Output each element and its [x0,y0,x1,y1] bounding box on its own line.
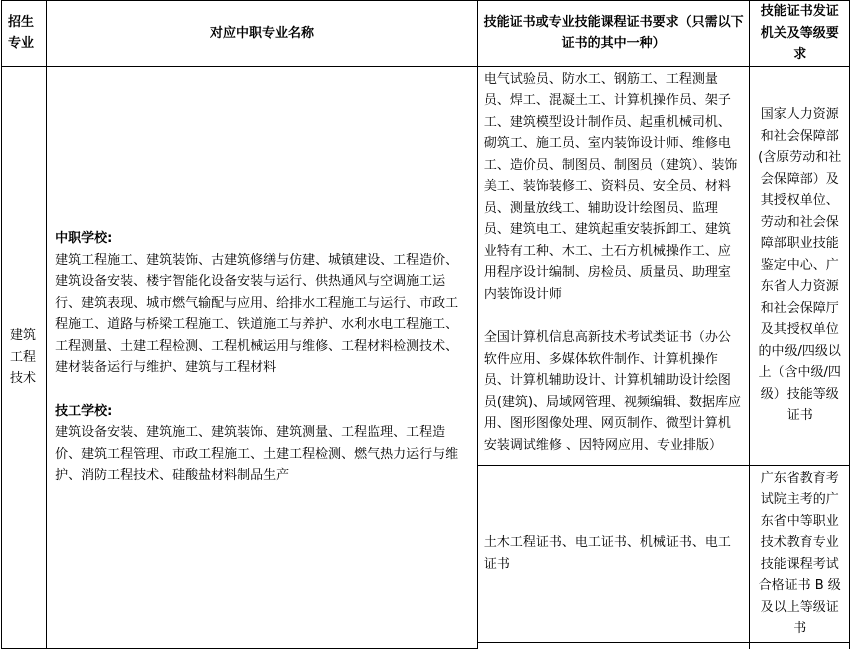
major-name: 建筑工程技术 [2,66,47,649]
course-certs-cell: 土木工程证书、电工证书、机械证书、电工证书 [477,465,750,642]
cert-authority-2: 广东省教育考试院主考的广东省中等职业技术教育专业技能课程考试合格证书 B 级及以上等级证书 [750,465,850,642]
technical-school-majors: 建筑设备安装、建筑施工、建筑装饰、建筑测量、工程监理、工程造价、建筑工程管理、市政工程施工、土建工程检测、燃气热力运行与维护、消防工程技术、硅酸盐材料制品生产 [55,425,459,483]
header-cert-requirements: 技能证书或专业技能课程证书要求（只需以下证书的其中一种） [477,1,750,67]
cert-authority-1: 国家人力资源和社会保障部(含原劳动和社会保障部）及其授权单位、劳动和社会保障部职业技能鉴定中心、广东省人力资源和社会保障厅及其授权单位的中级/四级以上（含中级/四级）技能等级证书 [750,66,850,465]
secondary-school-majors: 建筑工程施工、建筑装饰、古建筑修缮与仿建、城镇建设、工程造价、建筑设备安装、楼宇智能化设备安装与运行、供热通风与空调施工运行、建筑表现、城市燃气输配与应用、给排水工程施工与运行、市政工程施工、道路与桥梁工程施工、铁道施工与养护、水利水电工程施工、工程测量、土建工程检测、工程机械运用与维修、工程材料检测技术、建材装备运行与维护、建筑与工程材料 [55,252,459,375]
secondary-school-heading: 中职学校: [55,231,113,246]
requirements-table [1,0,850,649]
computer-cert-list: 全国计算机信息高新技术考试类证书（办公软件应用、多媒体软件制作、计算机操作员、计算机辅助设计、计算机辅助设计绘图员(建筑)、局域网管理、视频编辑、数据库应用、图形图像处理、网页制作、微型计算机安装调试维修 、因特网应用、专业排版） [483,330,742,453]
header-row [2,1,850,67]
skill-certs-cell [477,66,750,465]
header-secondary-majors: 对应中职专业名称 [47,1,478,67]
technical-school-heading: 技工学校: [55,403,113,419]
table-row [2,66,850,465]
skill-cert-list: 电气试验员、防水工、钢筋工、工程测量员、焊工、混凝土工、计算机操作员、架子工、建筑模型设计制作员、起重机械司机、砌筑工、施工员、室内装饰设计师、维修电工、造价员、制图员、制图员（建筑）、装饰美工、装饰装修工、资料员、安全员、材料员、测量放线工、辅助设计绘图员、监理员、建筑电工、建筑起重安装拆卸工、建筑业特有工种、木工、土石方机械操作工、应用程序设计编制、房检员、质量员、助理室内装饰设计师 [483,71,738,302]
secondary-majors-cell [47,66,478,649]
header-major: 招生专业 [2,1,47,67]
header-cert-authority: 技能证书发证机关及等级要求 [750,1,850,67]
